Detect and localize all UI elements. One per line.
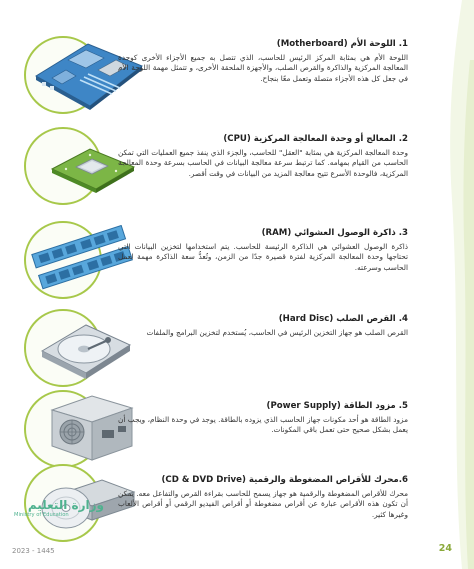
section-heading: 4. القرص الصلب (Hard Disc) <box>278 314 408 324</box>
section-text <box>118 400 408 436</box>
section-body: اللوحة الأم هي بمثابة المركز الرئيس للحاسب، الذي تتصل به جميع الأجزاء الأخرى كوحدة المعالجة المركزية والذاكرة والقرص الصلب، والأجهزة الملحقة الأخرى، و تتمثل مهمة اللوحة الأم في جعل كل هذه الأجزاء متصلة وتعمل معًا بنجاح. <box>118 53 408 83</box>
section-text <box>118 474 408 520</box>
section-body: وحدة المعالجة المركزية هي بمثابة "العقل" للحاسب، والجزء الذي ينفذ جميع العمليات التي تمكن الحاسب من القيام بمهامه. كما ترتبط سرعة معالجة البيانات في الحاسب بسرعة وحدة المعالجة المركزية، فالوحدة الأسرع تتيح معالجة المزيد من البيانات في وقت أقصر. <box>118 148 408 178</box>
edition-year: 2023 - 1445 <box>12 547 55 555</box>
section-heading: 6.محرك للأقراص المضغوطة والرقمية (CD & DVD Drive) <box>161 475 408 485</box>
ministry-name-english: Ministry of Education <box>14 512 69 518</box>
page-number: 24 <box>438 543 452 554</box>
ministry-logo <box>14 498 104 518</box>
section-hard-disc <box>0 303 474 388</box>
section-body: ذاكرة الوصول العشوائي هي الذاكرة الرئيسة للحاسب. يتم استخدامها لتخزين البيانات التي تحتاجها وحدة المعالجة المركزية لفترة قصيرة جدًا من الزمن، وتُعدُّ سعة الذاكرة مهمة لعمل الحاسب وسرعته. <box>118 242 408 272</box>
section-heading: 3. ذاكرة الوصول العشوائي (RAM) <box>261 228 408 238</box>
section-text <box>118 38 408 84</box>
section-body: مزود الطاقة هو أحد مكونات جهاز الحاسب الذي يزوده بالطاقة. يوجد في وحدة النظام، ويجب أن يعمل بشكل صحيح حتى تعمل باقي المكونات. <box>118 415 408 435</box>
section-text <box>118 227 408 273</box>
section-cpu <box>0 125 474 215</box>
section-power-supply <box>0 388 474 468</box>
decorative-side-band <box>422 0 474 569</box>
section-heading: 2. المعالج أو وحدة المعالجة المركزية (CPU) <box>223 134 408 144</box>
section-ram <box>0 215 474 305</box>
section-body: القرص الصلب هو جهاز التخزين الرئيس في الحاسب، يُستخدم لتخزين البرامج والملفات <box>146 328 408 337</box>
section-heading: 5. مزود الطاقة (Power Supply) <box>266 401 408 411</box>
section-body: محرك للأقراص المضغوطة والرقمية هو جهاز يسمح للحاسب بقراءة القرص والتفاعل معه. يمكن أن تكون هذه الأقراص عبارة عن أقراص مضغوطة أو أقراص الفيديو الرقمي أو أقراص الألعاب وغيرها كثير. <box>118 489 408 519</box>
section-heading: 1. اللوحة الأم (Motherboard) <box>276 39 408 49</box>
ministry-name-arabic: وزارة التعليم <box>27 498 104 512</box>
section-text <box>118 313 408 338</box>
section-text <box>118 133 408 179</box>
section-motherboard <box>0 30 474 120</box>
